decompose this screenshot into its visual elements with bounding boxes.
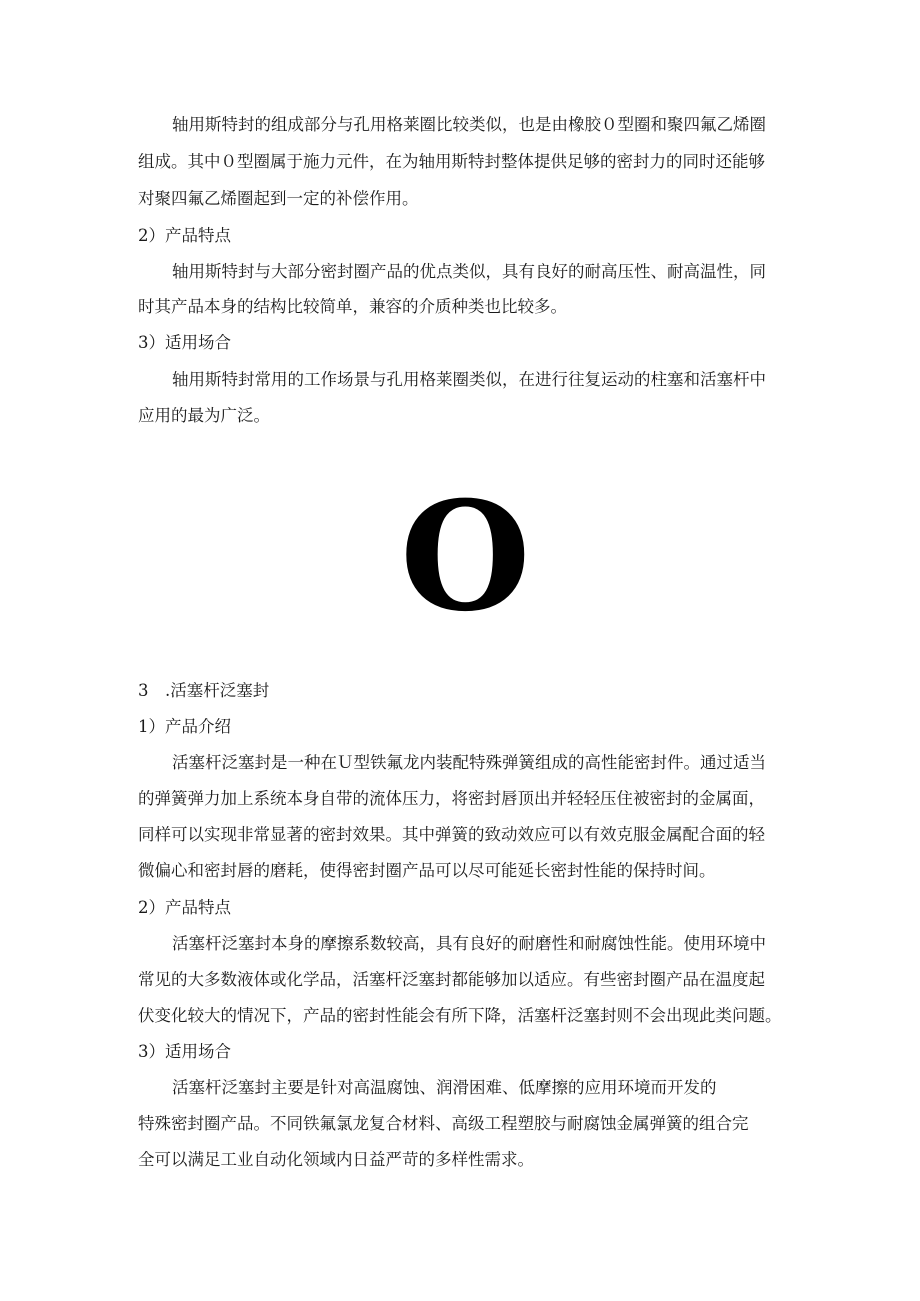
paragraph-line: 时其产品本身的结构比较简单，兼容的介质种类也比较多。: [138, 297, 567, 316]
paragraph-line: 轴用斯特封常用的工作场景与孔用格莱圈类似，在进行往复运动的柱塞和活塞杆中: [172, 370, 766, 389]
paragraph-line: 常见的大多数液体或化学品，活塞杆泛塞封都能够加以适应。有些密封圈产品在温度起: [138, 970, 765, 989]
paragraph-line: 伏变化较大的情况下，产品的密封性能会有所下降，活塞杆泛塞封则不会出现此类问题。: [138, 1006, 782, 1025]
subheading-applications: 3）适用场合: [138, 333, 231, 352]
subheading-intro: 1）产品介绍: [138, 717, 231, 736]
subheading-features: 2）产品特点: [138, 226, 231, 245]
paragraph-line: 应用的最为广泛。: [138, 406, 270, 425]
section-title: 3 .活塞杆泛塞封: [138, 681, 270, 700]
paragraph-line: 的弹簧弹力加上系统本身自带的流体压力，将密封唇顶出并轻轻压住被密封的金属面，: [138, 789, 765, 808]
paragraph-line: 活塞杆泛塞封是一种在Ｕ型铁氟龙内装配特殊弹簧组成的高性能密封件。通过适当: [172, 753, 766, 772]
figure-o-glyph: O: [400, 469, 531, 645]
paragraph-line: 组成。其中０型圈属于施力元件，在为轴用斯特封整体提供足够的密封力的同时还能够: [138, 152, 765, 171]
subheading-applications: 3）适用场合: [138, 1042, 231, 1061]
paragraph-line: 同样可以实现非常显著的密封效果。其中弹簧的致动效应可以有效克服金属配合面的轻: [138, 825, 765, 844]
subheading-features: 2）产品特点: [138, 898, 231, 917]
paragraph-line: 微偏心和密封唇的磨耗，使得密封圈产品可以尽可能延长密封性能的保持时间。: [138, 861, 716, 880]
paragraph-line: 活塞杆泛塞封主要是针对高温腐蚀、润滑困难、低摩擦的应用环境而开发的: [172, 1078, 717, 1097]
paragraph-line: 特殊密封圈产品。不同铁氟氯龙复合材料、高级工程塑胶与耐腐蚀金属弹簧的组合完: [138, 1114, 749, 1133]
paragraph-line: 对聚四氟乙烯圈起到一定的补偿作用。: [138, 189, 419, 208]
paragraph-line: 轴用斯特封与大部分密封圈产品的优点类似，具有良好的耐高压性、耐高温性，同: [172, 262, 766, 281]
paragraph-line: 全可以满足工业自动化领域内日益严苛的多样性需求。: [138, 1150, 534, 1169]
paragraph-line: 活塞杆泛塞封本身的摩擦系数较高，具有良好的耐磨性和耐腐蚀性能。使用环境中: [172, 934, 766, 953]
paragraph-line: 轴用斯特封的组成部分与孔用格莱圈比较类似，也是由橡胶０型圈和聚四氟乙烯圈: [172, 115, 766, 134]
